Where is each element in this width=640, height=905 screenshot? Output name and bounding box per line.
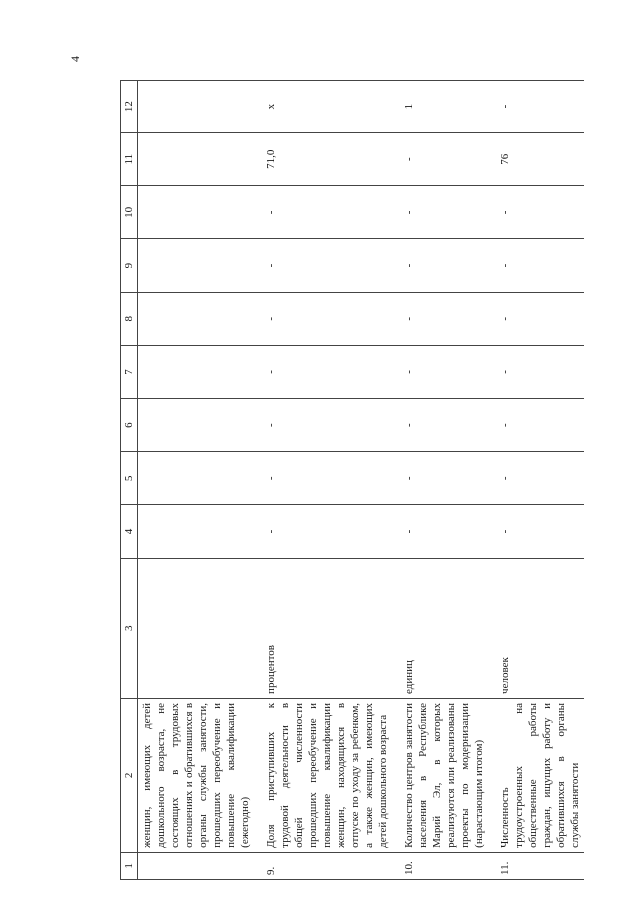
table-row xyxy=(138,81,255,880)
row-value: - xyxy=(488,505,584,558)
indicators-table xyxy=(120,80,584,880)
header-cell-10: 10 xyxy=(121,186,138,239)
row-value: - xyxy=(254,186,392,239)
table-row xyxy=(254,81,392,880)
row-number: 11. xyxy=(488,852,584,879)
row-value: - xyxy=(392,399,488,452)
row-description: женщин, имеющих детей дошкольного возраста, не состоящих в трудовых отношениях и обратившихся в органы службы занятости, прошедших переобучение и повышение квалификации (ежегодно) xyxy=(138,698,255,852)
row-number xyxy=(138,852,255,879)
header-cell-8: 8 xyxy=(121,292,138,345)
table-row xyxy=(392,81,488,880)
row-value: - xyxy=(392,186,488,239)
row-value: - xyxy=(392,452,488,505)
header-cell-5: 5 xyxy=(121,452,138,505)
row-value: х xyxy=(254,81,392,133)
row-value: 1 xyxy=(392,81,488,133)
header-cell-4: 4 xyxy=(121,505,138,558)
header-cell-3: 3 xyxy=(121,558,138,698)
row-value: - xyxy=(254,452,392,505)
row-description: Доля приступивших к трудовой деятельности в общей численности прошедших переобучение и повышение квалификации женщин, находящихся в отпуске по уходу за ребенком, а также женщин, имеющих детей дошкольного возраста xyxy=(254,698,392,852)
row-value: - xyxy=(488,81,584,133)
table-row xyxy=(488,81,584,880)
row-value xyxy=(138,292,255,345)
row-value xyxy=(138,345,255,398)
row-value: - xyxy=(254,505,392,558)
header-cell-9: 9 xyxy=(121,239,138,292)
row-value: - xyxy=(488,452,584,505)
rotated-table-container xyxy=(120,80,580,880)
row-unit: процентов xyxy=(254,558,392,698)
row-number: 10. xyxy=(392,852,488,879)
row-value: - xyxy=(254,399,392,452)
header-cell-12: 12 xyxy=(121,81,138,133)
row-number: 9. xyxy=(254,852,392,879)
row-value: - xyxy=(254,239,392,292)
row-value: - xyxy=(392,239,488,292)
row-description: Численность трудоустроенных на общественные работы граждан, ищущих работу и обратившихся в органы службы занятости xyxy=(488,698,584,852)
row-value: - xyxy=(488,399,584,452)
row-value: - xyxy=(488,292,584,345)
row-value: 76 xyxy=(488,133,584,186)
row-value: - xyxy=(392,345,488,398)
row-value: 71,0 xyxy=(254,133,392,186)
row-value: - xyxy=(392,292,488,345)
header-cell-2: 2 xyxy=(121,698,138,852)
row-value xyxy=(138,505,255,558)
row-unit: единиц xyxy=(392,558,488,698)
page-number: 4 xyxy=(68,56,82,62)
row-value xyxy=(138,452,255,505)
row-description: Количество центров занятости населения в Республике Марий Эл, в которых реализуются или реализованы проекты по модернизации (нарастающим итогом) xyxy=(392,698,488,852)
row-value xyxy=(138,186,255,239)
row-unit: человек xyxy=(488,558,584,698)
row-value xyxy=(138,81,255,133)
header-cell-1: 1 xyxy=(121,852,138,879)
row-value xyxy=(138,239,255,292)
row-value xyxy=(138,399,255,452)
row-value: - xyxy=(488,239,584,292)
row-value: - xyxy=(254,292,392,345)
row-value: - xyxy=(488,345,584,398)
header-cell-11: 11 xyxy=(121,133,138,186)
header-row xyxy=(121,81,138,880)
row-value: - xyxy=(254,345,392,398)
row-value: - xyxy=(392,505,488,558)
row-unit xyxy=(138,558,255,698)
header-cell-7: 7 xyxy=(121,345,138,398)
header-cell-6: 6 xyxy=(121,399,138,452)
row-value xyxy=(138,133,255,186)
row-value: - xyxy=(392,133,488,186)
row-value: - xyxy=(488,186,584,239)
